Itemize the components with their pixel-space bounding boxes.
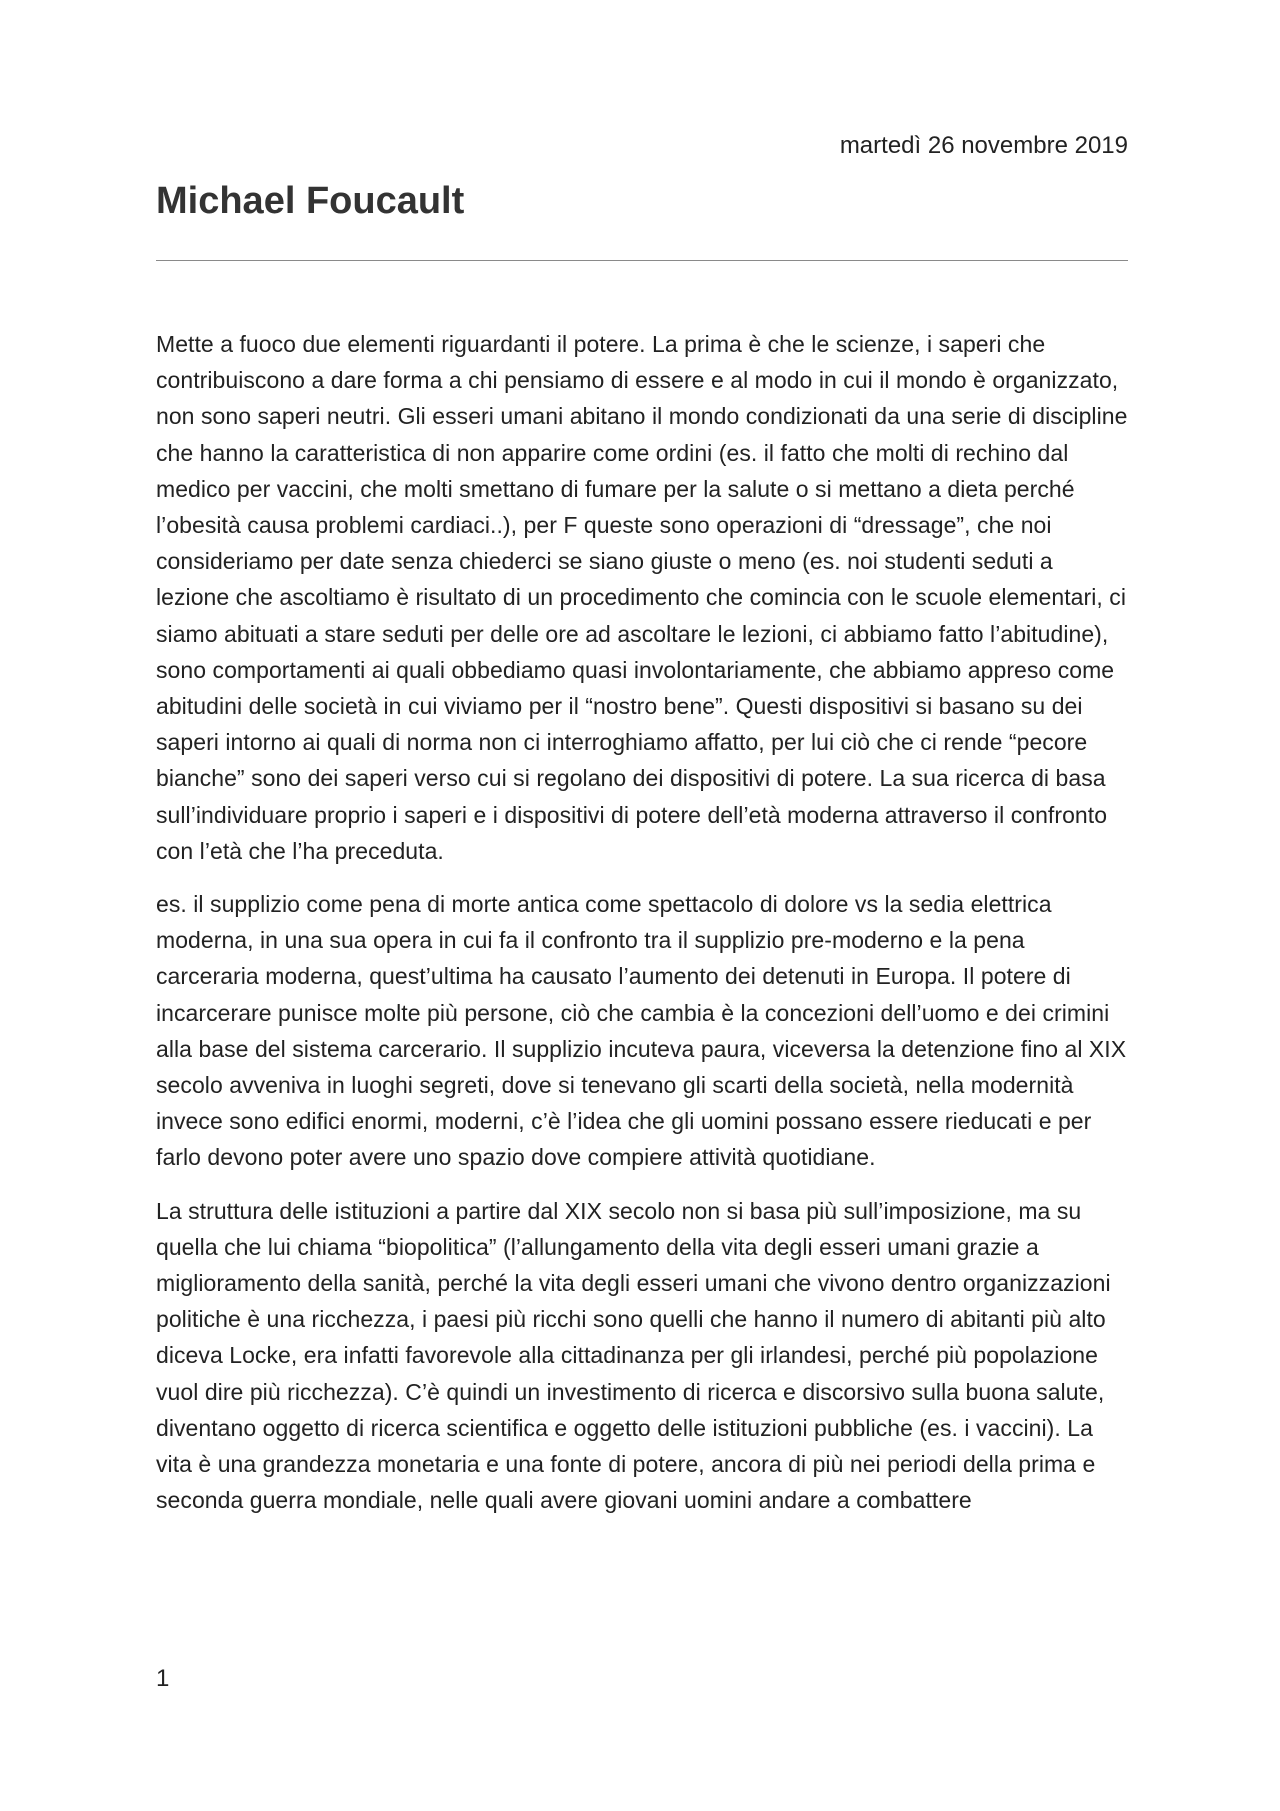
document-title: Michael Foucault xyxy=(156,180,465,222)
page-number: 1 xyxy=(156,1665,170,1692)
title-divider xyxy=(156,260,1128,261)
paragraph-1: Mette a fuoco due elementi riguardanti il potere. La prima è che le scienze, i saperi che contribuiscono a dare forma a chi pensiamo di essere e al modo in cui il mondo è organizzato, non sono saperi neutri. Gli esseri umani abitano il mondo condizionati da una serie di discipline che hanno la caratteristica di non apparire come ordini (es. il fatto che molti di rechino dal medico per vaccini, che molti smettano di fumare per la salute o si mettano a dieta perché l’obesità causa problemi cardiaci..), per F queste sono operazioni di “dressage”, che noi consideriamo per date senza chiederci se siano giuste o meno (es. noi studenti seduti a lezione che ascoltiamo è risultato di un procedimento che comincia con le scuole elementari, ci siamo abituati a stare seduti per delle ore ad ascoltare le lezioni, ci abbiamo fatto l’abitudine), sono comportamenti ai quali obbediamo quasi involontariamente, che abbiamo appreso come abitudini delle società in cui viviamo per il “nostro bene”. Questi dispositivi si basano su dei saperi intorno ai quali di norma non ci interroghiamo affatto, per lui ciò che ci rende “pecore bianche” sono dei saperi verso cui si regolano dei dispositivi di potere. La sua ricerca di basa sull’individuare proprio i saperi e i dispositivi di potere dell’età moderna attraverso il confronto con l’età che l’ha preceduta. xyxy=(156,331,1128,864)
paragraph-2: es. il supplizio come pena di morte antica come spettacolo di dolore vs la sedia elettrica moderna, in una sua opera in cui fa il confronto tra il supplizio pre-moderno e la pena carceraria moderna, quest’ultima ha causato l’aumento dei detenuti in Europa. Il potere di incarcerare punisce molte più persone, ciò che cambia è la concezioni dell’uomo e dei crimini alla base del sistema carcerario. Il supplizio incuteva paura, viceversa la detenzione fino al XIX secolo avveniva in luoghi segreti, dove si tenevano gli scarti della società, nella modernità invece sono edifici enormi, moderni, c’è l’idea che gli uomini possano essere rieducati e per farlo devono poter avere uno spazio dove compiere attività quotidiane. xyxy=(156,891,1127,1171)
document-body xyxy=(156,326,1128,1536)
paragraph-3: La struttura delle istituzioni a partire dal XIX secolo non si basa più sull’imposizione, ma su quella che lui chiama “biopolitica” (l’allungamento della vita degli esseri umani grazie a miglioramento della sanità, perché la vita degli esseri umani che vivono dentro organizzazioni politiche è una ricchezza, i paesi più ricchi sono quelli che hanno il numero di abitanti più alto diceva Locke, era infatti favorevole alla cittadinanza per gli irlandesi, perché più popolazione vuol dire più ricchezza). C’è quindi un investimento di ricerca e discorsivo sulla buona salute, diventano oggetto di ricerca scientifica e oggetto delle istituzioni pubbliche (es. i vaccini). La vita è una grandezza monetaria e una fonte di potere, ancora di più nei periodi della prima e seconda guerra mondiale, nelle quali avere giovani uomini andare a combattere xyxy=(156,1197,1111,1514)
document-date: martedì 26 novembre 2019 xyxy=(839,132,1128,159)
